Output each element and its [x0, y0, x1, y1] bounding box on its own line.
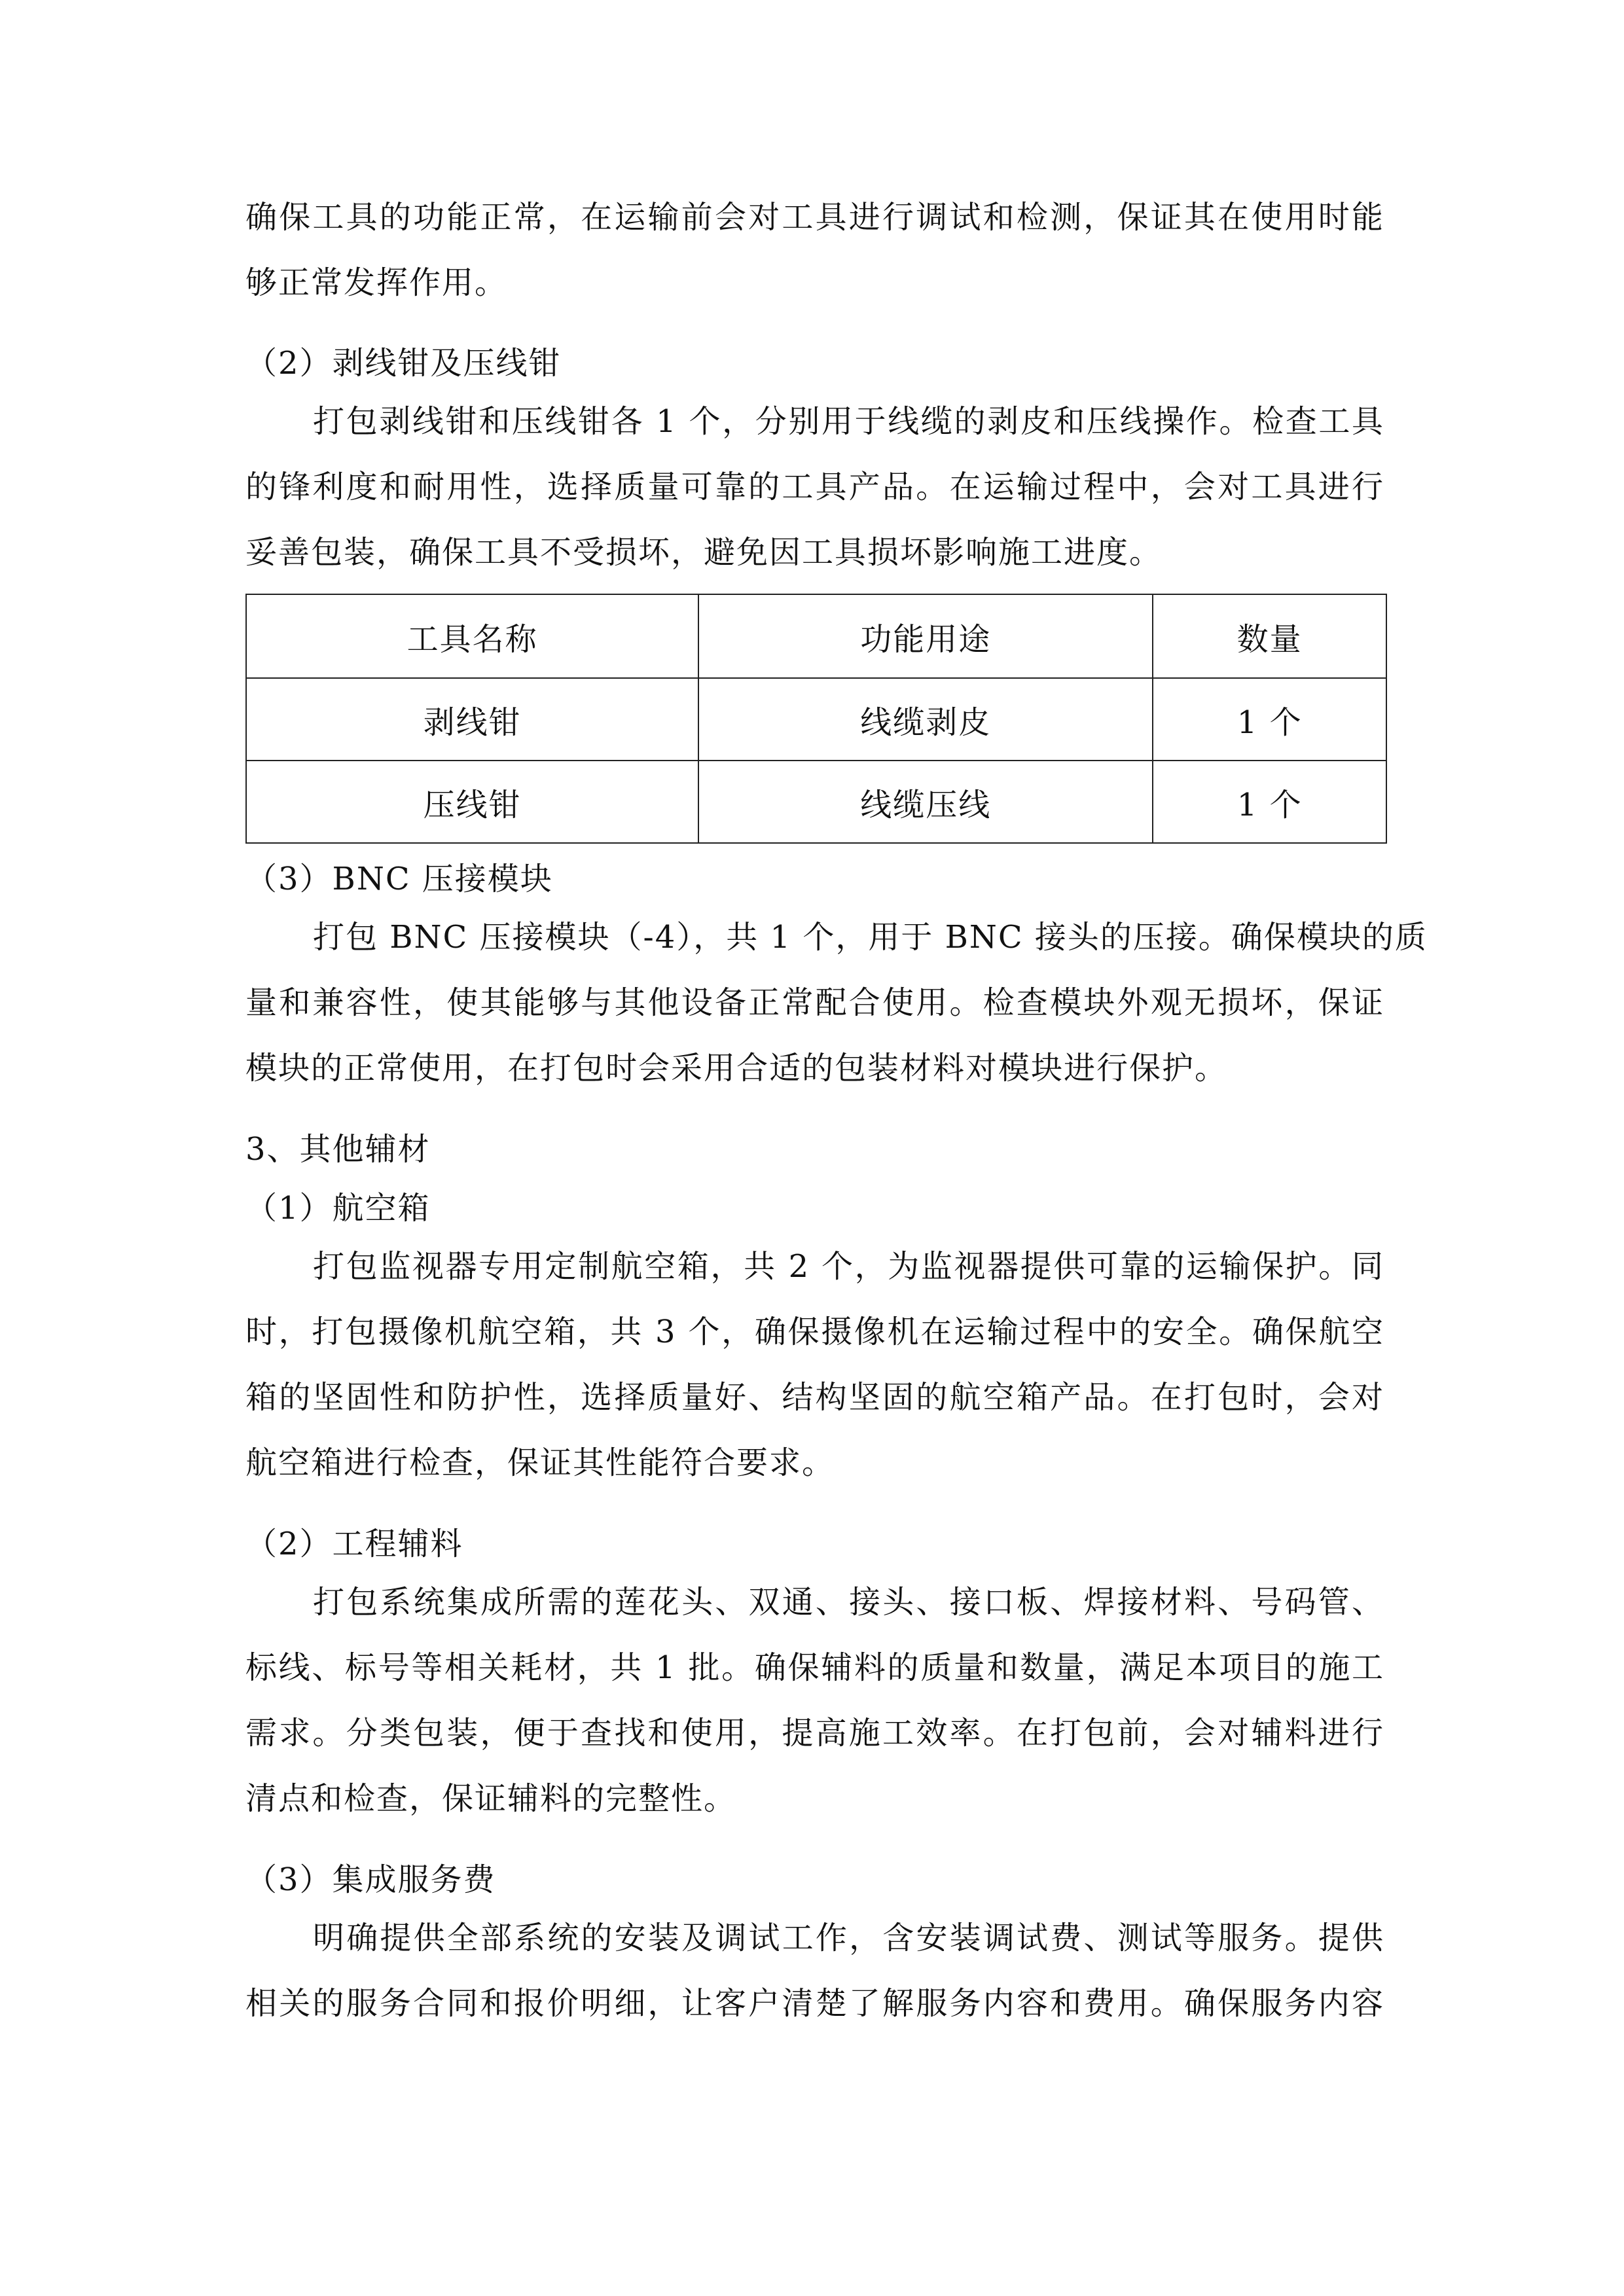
table-header-cell: 数量 [1153, 594, 1386, 678]
service-line-1: 明确提供全部系统的安装及调试工作，含安装调试费、测试等服务。提供 [313, 1920, 1384, 1956]
service-line-2: 相关的服务合同和报价明细，让客户清楚了解服务内容和费用。确保服务内容 [245, 1985, 1384, 2022]
table-header-cell: 功能用途 [698, 594, 1153, 678]
aux-heading: （2）工程辅料 [245, 1526, 463, 1562]
service-heading: （3）集成服务费 [245, 1861, 496, 1898]
case-line-1: 打包监视器专用定制航空箱，共 2 个，为监视器提供可靠的运输保护。同 [313, 1248, 1384, 1285]
aux-line-4: 清点和检查，保证辅料的完整性。 [245, 1780, 737, 1817]
tool-table [245, 594, 1387, 844]
bnc-line-2: 量和兼容性，使其能够与其他设备正常配合使用。检查模块外观无损坏，保证 [245, 984, 1384, 1021]
table-cell: 剥线钳 [246, 678, 698, 761]
table-cell: 线缆压线 [698, 761, 1153, 843]
other-materials-heading: 3、其他辅材 [245, 1131, 431, 1168]
table-cell: 压线钳 [246, 761, 698, 843]
table-row [246, 678, 1386, 761]
strippers-heading: （2）剥线钳及压线钳 [245, 345, 562, 382]
bnc-heading: （3）BNC 压接模块 [245, 861, 553, 897]
table-cell: 线缆剥皮 [698, 678, 1153, 761]
table-cell: 1 个 [1153, 761, 1386, 843]
aux-line-3: 需求。分类包装，便于查找和使用，提高施工效率。在打包前，会对辅料进行 [245, 1715, 1384, 1751]
case-heading: （1）航空箱 [245, 1190, 431, 1227]
case-line-2: 时，打包摄像机航空箱，共 3 个，确保摄像机在运输过程中的安全。确保航空 [245, 1314, 1384, 1350]
intro-line-2: 够正常发挥作用。 [245, 264, 508, 301]
aux-line-1: 打包系统集成所需的莲花头、双通、接头、接口板、焊接材料、号码管、 [313, 1584, 1384, 1621]
table-header-cell: 工具名称 [246, 594, 698, 678]
table-row [246, 761, 1386, 843]
case-line-4: 航空箱进行检查，保证其性能符合要求。 [245, 1444, 835, 1481]
bnc-line-1: 打包 BNC 压接模块（-4），共 1 个，用于 BNC 接头的压接。确保模块的质 [313, 919, 1428, 956]
strippers-line-1: 打包剥线钳和压线钳各 1 个，分别用于线缆的剥皮和压线操作。检查工具 [313, 403, 1384, 440]
intro-line-1: 确保工具的功能正常，在运输前会对工具进行调试和检测，保证其在使用时能 [245, 199, 1384, 236]
table-header-row [246, 594, 1386, 678]
strippers-line-2: 的锋利度和耐用性，选择质量可靠的工具产品。在运输过程中，会对工具进行 [245, 469, 1384, 505]
strippers-line-3: 妥善包装，确保工具不受损坏，避免因工具损坏影响施工进度。 [245, 534, 1163, 571]
case-line-3: 箱的坚固性和防护性，选择质量好、结构坚固的航空箱产品。在打包时，会对 [245, 1379, 1384, 1416]
aux-line-2: 标线、标号等相关耗材，共 1 批。确保辅料的质量和数量，满足本项目的施工 [245, 1649, 1384, 1686]
bnc-line-3: 模块的正常使用，在打包时会采用合适的包装材料对模块进行保护。 [245, 1050, 1228, 1086]
table-cell: 1 个 [1153, 678, 1386, 761]
